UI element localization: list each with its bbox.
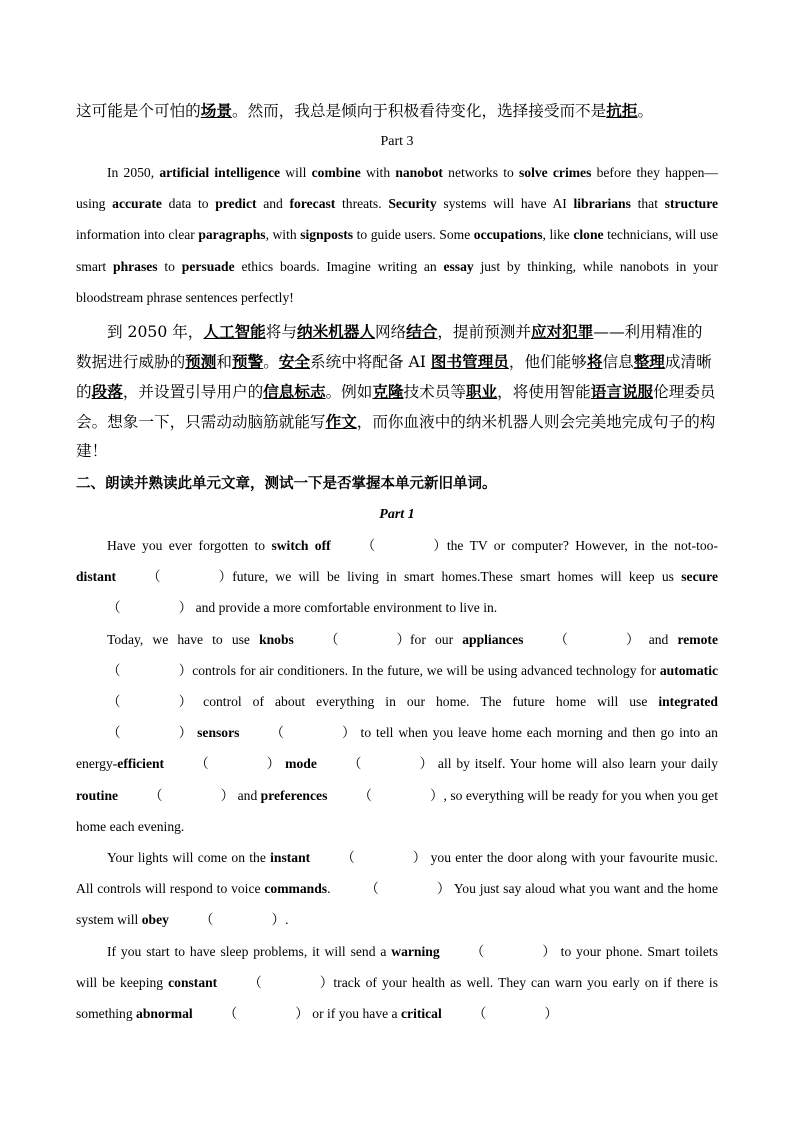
text-run: and provide a more comfortable environment to live in. bbox=[192, 600, 498, 616]
keyword-underlined: 纳米机器人 bbox=[296, 322, 375, 342]
keyword-underlined: 作文 bbox=[325, 412, 357, 432]
keyword: integrated bbox=[658, 694, 718, 710]
answer-blank[interactable]: （ ） bbox=[365, 881, 451, 897]
keyword: accurate bbox=[112, 196, 162, 212]
document-page bbox=[76, 96, 718, 1029]
text-run: data to bbox=[161, 196, 216, 212]
text-run: threats. bbox=[335, 196, 389, 212]
text-run: Have you ever forgotten to bbox=[107, 538, 272, 554]
intro-paragraph-cn bbox=[76, 96, 718, 126]
keyword: distant bbox=[76, 569, 117, 585]
answer-blank[interactable]: （ ） bbox=[358, 787, 444, 803]
text-run: networks to bbox=[442, 165, 519, 180]
intro-text: 这可能是个可怕的 bbox=[76, 102, 201, 120]
keyword-underlined: 克隆 bbox=[372, 382, 404, 402]
text-run: controls for air conditioners. In the future, we will be using advanced technology for bbox=[192, 662, 660, 678]
part1-paragraph bbox=[76, 842, 718, 936]
keyword: constant bbox=[168, 974, 218, 990]
text-run: you enter the door along with your favourite music. All controls will respond to voice bbox=[76, 850, 719, 897]
text-run: 和 bbox=[216, 353, 232, 372]
answer-blank[interactable]: （ ） bbox=[470, 943, 556, 959]
keyword: knobs bbox=[259, 631, 294, 647]
text-run: to tell when you leave home each morning and then go into an energy- bbox=[76, 725, 718, 772]
keyword: librarians bbox=[573, 196, 631, 212]
text-run: control of about everything in our home. The future home will use bbox=[192, 694, 659, 710]
keyword-underlined: 将 bbox=[586, 352, 603, 372]
text-run: 将与 bbox=[265, 323, 297, 342]
answer-blank[interactable]: （ ） bbox=[107, 725, 193, 741]
answer-blank[interactable]: （ ） bbox=[472, 1006, 558, 1022]
text-run: , so everything will be ready for you when you get home each evening. bbox=[76, 787, 718, 834]
text-run: and bbox=[234, 787, 261, 803]
text-run: ，将使用智能 bbox=[497, 383, 591, 402]
keyword: combine bbox=[311, 165, 361, 180]
text-run: technicians, will use smart bbox=[76, 227, 718, 274]
keyword: nanobot bbox=[395, 165, 443, 180]
text-run: track of your health as well. They can warn you early on if there is something bbox=[76, 974, 718, 1022]
answer-blank[interactable]: （ ） bbox=[347, 756, 434, 772]
keyword: critical bbox=[401, 1006, 442, 1022]
text-run: 网络 bbox=[374, 323, 407, 342]
text-run: the TV or computer? However, in the not-too- bbox=[446, 538, 718, 554]
keyword: Security bbox=[388, 196, 437, 212]
answer-blank[interactable]: （ ） bbox=[107, 694, 193, 710]
text-run: , with bbox=[265, 227, 301, 243]
answer-blank[interactable]: （ ） bbox=[199, 912, 286, 928]
keyword: persuade bbox=[181, 258, 235, 274]
text-run: with bbox=[360, 165, 396, 180]
keyword: remote bbox=[677, 631, 718, 647]
text-run: 。 bbox=[263, 353, 279, 372]
text-run: 技术员等 bbox=[403, 383, 466, 402]
answer-blank[interactable]: （ ） bbox=[554, 631, 640, 647]
answer-blank[interactable]: （ ） bbox=[107, 662, 193, 678]
keyword-underlined: 抗拒 bbox=[606, 101, 638, 120]
keyword: artificial intelligence bbox=[159, 165, 281, 180]
keyword: clone bbox=[573, 227, 604, 243]
keyword: occupations bbox=[473, 227, 543, 243]
keyword: automatic bbox=[659, 662, 718, 678]
text-run: ，并设置引导用户的 bbox=[122, 383, 264, 402]
text-run: just by thinking, while nanobots in your bloodstream phrase sentences perfectly! bbox=[76, 258, 719, 305]
keyword: efficient bbox=[117, 756, 165, 772]
text-run: to guide users. Some bbox=[353, 227, 474, 243]
section-two-heading: 二、朗读并熟读此单元文章，测试一下是否掌握本单元新旧单词。 bbox=[76, 475, 497, 493]
text-run: 。例如 bbox=[325, 383, 373, 402]
text-run: will bbox=[280, 165, 312, 180]
text-run: or if you have a bbox=[308, 1006, 401, 1022]
keyword-underlined: 应对犯罪 bbox=[530, 322, 594, 342]
keyword: structure bbox=[664, 196, 719, 212]
text-run: 到 2050 年， bbox=[107, 323, 204, 342]
part3-title: Part 3 bbox=[380, 134, 414, 149]
keyword: obey bbox=[141, 912, 169, 928]
keyword-underlined: 说服 bbox=[621, 382, 654, 402]
keyword: switch off bbox=[271, 538, 331, 554]
keyword: essay bbox=[443, 258, 474, 274]
part1-paragraph bbox=[76, 624, 718, 842]
text-run: ，提前预测并 bbox=[437, 323, 531, 342]
keyword-underlined: 人工智能 bbox=[203, 322, 266, 342]
keyword-underlined: 段落 bbox=[91, 382, 123, 402]
intro-text: 。然而，我总是倾向于积极看待变化，选择接受而不是 bbox=[231, 102, 607, 120]
answer-blank[interactable]: （ ） bbox=[223, 1006, 309, 1022]
answer-blank[interactable]: （ ） bbox=[361, 538, 447, 554]
text-run: Your lights will come on the bbox=[107, 850, 271, 866]
keyword: predict bbox=[215, 196, 257, 212]
text-run: If you start to have sleep problems, it will send a bbox=[107, 943, 392, 959]
text-run: You just say aloud what you want and the home system will bbox=[76, 881, 718, 928]
keyword: phrases bbox=[113, 258, 158, 274]
keyword-underlined: 语言 bbox=[590, 382, 622, 402]
answer-blank[interactable]: （ ） bbox=[341, 850, 427, 866]
text-run: ，而你血液中的纳米机器人则会完美地完成句子的构建！ bbox=[76, 413, 716, 461]
keyword-underlined: 安全 bbox=[278, 352, 310, 372]
keyword: appliances bbox=[462, 631, 524, 647]
answer-blank[interactable]: （ ） bbox=[324, 631, 411, 647]
text-run: . bbox=[327, 881, 335, 897]
part1-title: Part 1 bbox=[379, 507, 415, 523]
text-run: , like bbox=[542, 227, 574, 243]
text-run: ，他们能够 bbox=[508, 353, 587, 372]
text-run: Today, we have to use bbox=[107, 631, 260, 647]
keyword-underlined: 场景 bbox=[200, 101, 232, 120]
text-run: to your phone. Smart toilets will be keeping bbox=[76, 943, 718, 990]
text-run: 系统中将配备 AI bbox=[310, 353, 431, 372]
text-run: ethics boards. Imagine writing an bbox=[234, 258, 444, 274]
text-run: future, we will be living in smart homes.These smart homes will keep us bbox=[232, 569, 682, 585]
text-run: and bbox=[256, 196, 290, 212]
keyword: abnormal bbox=[136, 1006, 193, 1022]
keyword-underlined: 整理 bbox=[633, 352, 665, 372]
text-run: information into clear bbox=[76, 227, 199, 243]
answer-blank[interactable]: （ ） bbox=[270, 725, 356, 741]
keyword: solve crimes bbox=[518, 165, 592, 180]
keyword: sensors bbox=[197, 725, 240, 741]
intro-text: 。 bbox=[637, 102, 654, 120]
keyword: commands bbox=[264, 881, 328, 897]
text-run: all by itself. Your home will also learn your daily bbox=[433, 756, 719, 772]
keyword: mode bbox=[285, 756, 317, 772]
answer-blank[interactable]: （ ） bbox=[107, 600, 193, 616]
part3-chinese-paragraph bbox=[76, 317, 718, 466]
text-run: ——利用精准的数据进行威胁的 bbox=[76, 323, 703, 372]
text-run: In 2050, bbox=[107, 165, 160, 180]
text-run: 伦理委员会。想象一下，只需动动脑筋就能写 bbox=[76, 383, 716, 432]
keyword-underlined: 预警 bbox=[231, 352, 264, 372]
text-run: systems will have AI bbox=[436, 196, 574, 212]
part1-paragraphs bbox=[76, 530, 718, 1029]
answer-blank[interactable]: （ ） bbox=[147, 569, 233, 585]
text-run: 成清晰的 bbox=[76, 353, 712, 402]
part1-paragraph bbox=[76, 936, 718, 1030]
keyword: forecast bbox=[289, 196, 336, 212]
keyword-underlined: 图书管理员 bbox=[430, 352, 509, 372]
keyword-underlined: 信息标志 bbox=[263, 382, 326, 402]
keyword: instant bbox=[270, 850, 311, 866]
keyword-underlined: 预测 bbox=[185, 352, 217, 372]
keyword: paragraphs bbox=[198, 227, 266, 243]
keyword: secure bbox=[681, 569, 718, 585]
text-run: that bbox=[630, 196, 665, 212]
keyword: signposts bbox=[300, 227, 354, 243]
part1-paragraph bbox=[76, 530, 718, 624]
keyword: warning bbox=[391, 943, 440, 959]
text-run: for our bbox=[410, 631, 463, 647]
answer-blank[interactable]: （ ） bbox=[248, 974, 334, 990]
text-run: to bbox=[157, 258, 182, 274]
keyword: preferences bbox=[260, 787, 328, 803]
part3-english-paragraph bbox=[76, 157, 718, 313]
keyword-underlined: 职业 bbox=[465, 382, 498, 402]
text-run: and bbox=[639, 631, 678, 647]
answer-blank[interactable]: （ ） bbox=[195, 756, 281, 772]
answer-blank[interactable]: （ ） bbox=[149, 787, 235, 803]
text-run: before they happen—using bbox=[76, 165, 718, 212]
text-run: 信息 bbox=[602, 353, 634, 372]
keyword-underlined: 结合 bbox=[406, 322, 438, 342]
keyword: routine bbox=[76, 787, 119, 803]
text-run: . bbox=[285, 912, 289, 928]
